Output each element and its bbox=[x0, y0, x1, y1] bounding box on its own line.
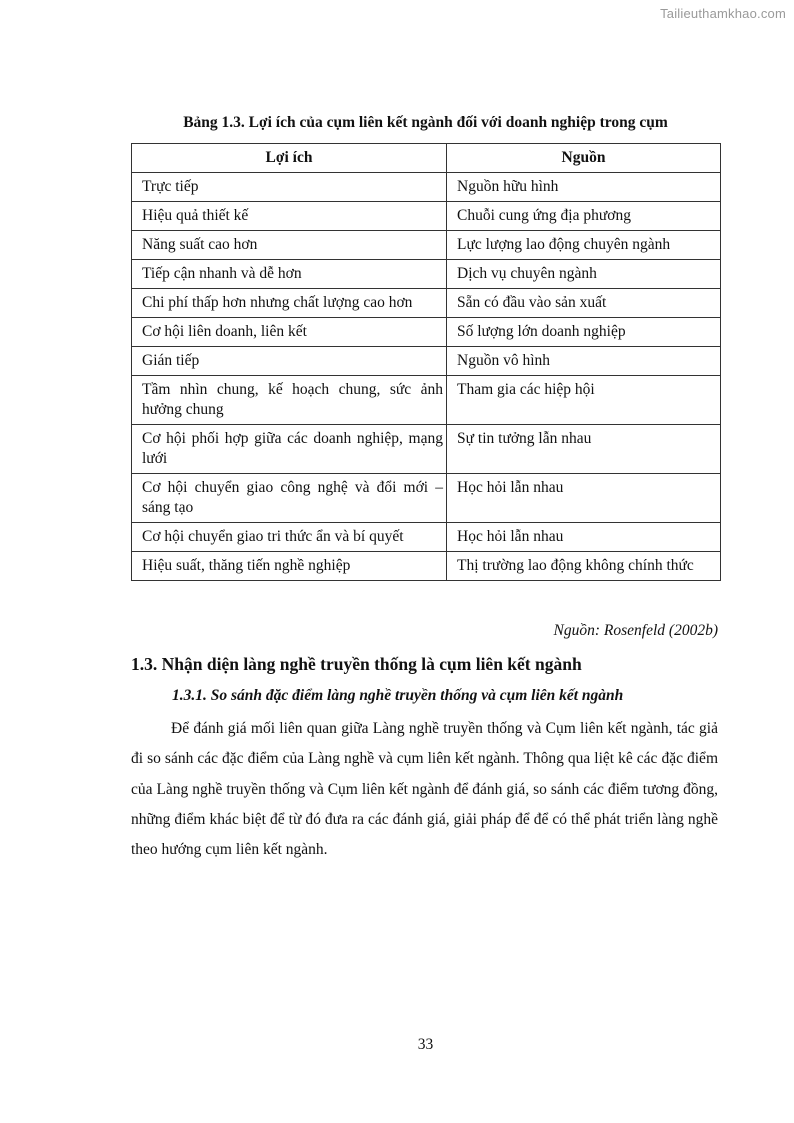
table-caption: Bảng 1.3. Lợi ích của cụm liên kết ngành đối với doanh nghiệp trong cụm bbox=[183, 114, 668, 131]
source-cell: Nguồn hữu hình bbox=[447, 173, 721, 202]
benefit-cell: Cơ hội chuyển giao tri thức ẩn và bí quyết bbox=[132, 523, 447, 552]
watermark: Tailieuthamkhao.com bbox=[660, 6, 786, 21]
page-number: 33 bbox=[417, 1036, 434, 1053]
benefit-cell: Hiệu quả thiết kế bbox=[132, 202, 447, 231]
benefit-cell: Hiệu suất, thăng tiến nghề nghiệp bbox=[132, 552, 447, 581]
source-cell: Học hỏi lẫn nhau bbox=[447, 474, 721, 523]
table-row bbox=[132, 474, 721, 523]
table-row bbox=[132, 318, 721, 347]
table-row bbox=[132, 552, 721, 581]
table-row bbox=[132, 173, 721, 202]
table-source: Nguồn: Rosenfeld (2002b) bbox=[553, 622, 718, 639]
table-row bbox=[132, 260, 721, 289]
source-cell: Sẵn có đầu vào sản xuất bbox=[447, 289, 721, 318]
benefit-cell: Cơ hội liên doanh, liên kết bbox=[132, 318, 447, 347]
table-row bbox=[132, 202, 721, 231]
table-header-row bbox=[132, 144, 721, 173]
source-cell: Số lượng lớn doanh nghiệp bbox=[447, 318, 721, 347]
benefit-cell: Tiếp cận nhanh và dễ hơn bbox=[132, 260, 447, 289]
benefit-cell: Tầm nhìn chung, kế hoạch chung, sức ảnh hưởng chung bbox=[132, 376, 447, 425]
source-cell: Tham gia các hiệp hội bbox=[447, 376, 721, 425]
table-row bbox=[132, 289, 721, 318]
benefit-cell: Chi phí thấp hơn nhưng chất lượng cao hơn bbox=[132, 289, 447, 318]
source-cell: Sự tin tưởng lẫn nhau bbox=[447, 425, 721, 474]
source-cell: Thị trường lao động không chính thức bbox=[447, 552, 721, 581]
source-cell: Học hỏi lẫn nhau bbox=[447, 523, 721, 552]
subsection-heading: 1.3.1. So sánh đặc điểm làng nghề truyền thống và cụm liên kết ngành bbox=[172, 687, 624, 704]
benefit-cell: Gián tiếp bbox=[132, 347, 447, 376]
benefit-cell: Cơ hội chuyển giao công nghệ và đổi mới – sáng tạo bbox=[132, 474, 447, 523]
table-row bbox=[132, 523, 721, 552]
benefit-cell: Trực tiếp bbox=[132, 173, 447, 202]
source-cell: Lực lượng lao động chuyên ngành bbox=[447, 231, 721, 260]
source-cell: Dịch vụ chuyên ngành bbox=[447, 260, 721, 289]
body-paragraph: Để đánh giá mối liên quan giữa Làng nghề truyền thống và Cụm liên kết ngành, tác giả đi so sánh các đặc điểm của Làng nghề và cụm liên kết ngành. Thông qua liệt kê các đặc điểm của Làng nghề truyền thống và Cụm liên kết ngành để đánh giá, so sánh các điểm tương đồng, những điểm khác biệt để từ đó đưa ra các đánh giá, giải pháp để để có thể phát triển làng nghề theo hướng cụm liên kết ngành. bbox=[131, 720, 718, 859]
benefit-cell: Cơ hội phối hợp giữa các doanh nghiệp, mạng lưới bbox=[132, 425, 447, 474]
benefits-table bbox=[131, 143, 721, 581]
table-row bbox=[132, 425, 721, 474]
benefit-cell: Năng suất cao hơn bbox=[132, 231, 447, 260]
table-row bbox=[132, 347, 721, 376]
column-header-source: Nguồn bbox=[447, 144, 721, 173]
table-row bbox=[132, 376, 721, 425]
source-cell: Chuỗi cung ứng địa phương bbox=[447, 202, 721, 231]
source-cell: Nguồn vô hình bbox=[447, 347, 721, 376]
column-header-benefit: Lợi ích bbox=[132, 144, 447, 173]
section-heading: 1.3. Nhận diện làng nghề truyền thống là cụm liên kết ngành bbox=[131, 654, 582, 674]
table-row bbox=[132, 231, 721, 260]
